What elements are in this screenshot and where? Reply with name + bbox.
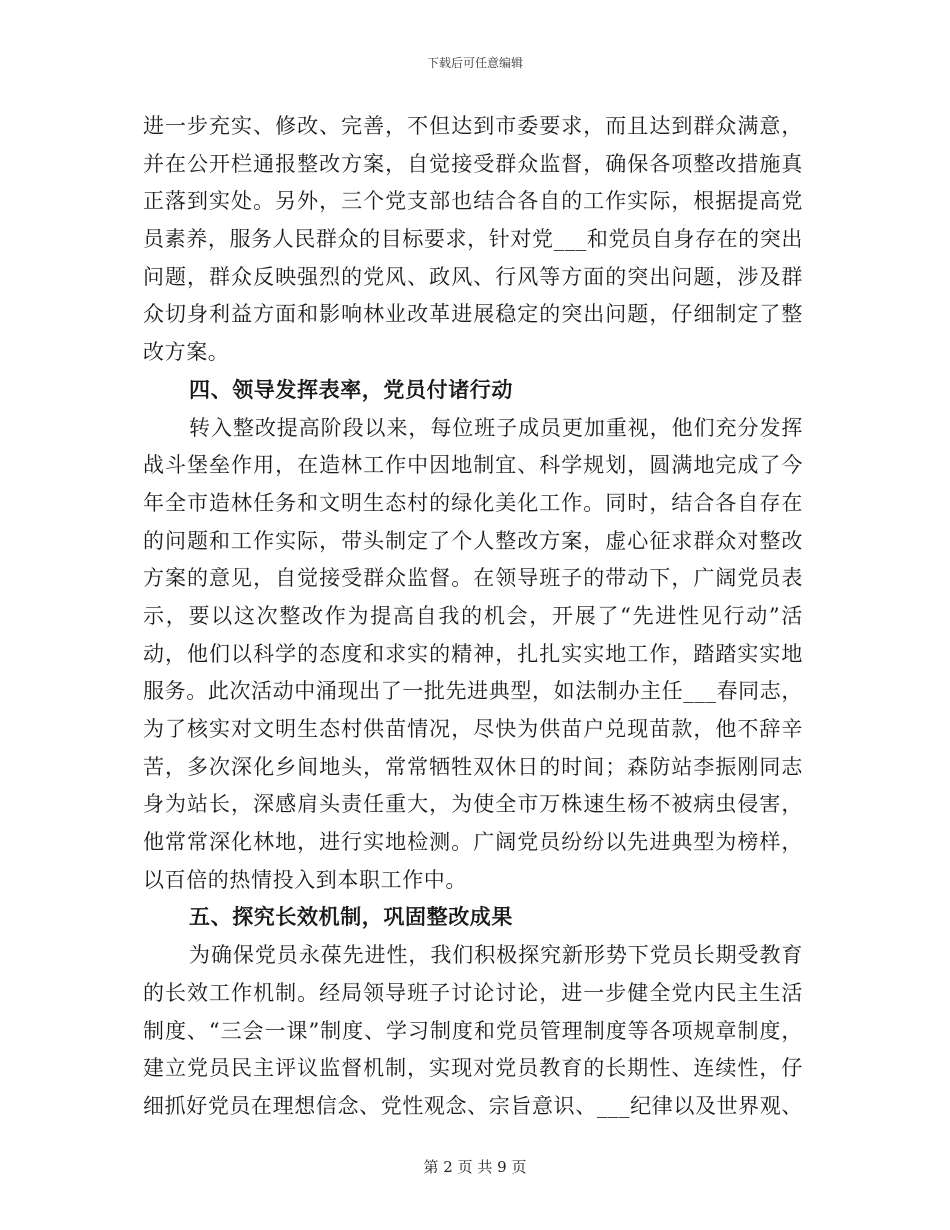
paragraph-line: 年全市造林任务和文明生态村的绿化美化工作。同时，结合各自存在	[143, 490, 803, 515]
section-heading: 五、探究长效机制，巩固整改成果	[189, 905, 513, 930]
paragraph-line: 为了核实对文明生态村供苗情况，尽快为供苗户兑现苗款，他不辞辛	[143, 717, 803, 741]
paragraph-line: 的问题和工作实际，带头制定了个人整改方案，虚心征求群众对整改	[143, 528, 803, 553]
paragraph-line: 进一步充实、修改、完善，不但达到市委要求，而且达到群众满意，	[143, 114, 803, 138]
paragraph-line: 他常常深化林地，进行实地检测。广阔党员纷纷以先进典型为榜样，	[143, 830, 803, 855]
paragraph-line: 以百倍的热情投入到本职工作中。	[143, 867, 467, 892]
paragraph-line: 员素养，服务人民群众的目标要求，针对党___和党员自身存在的突出	[143, 227, 803, 252]
paragraph-line: 方案的意见，自觉接受群众监督。在领导班子的带动下，广阔党员表	[143, 566, 803, 591]
page-header-note: 下载后可任意编辑	[426, 56, 523, 70]
paragraph-line: 的长效工作机制。经局领导班子讨论讨论，进一步健全党内民主生活	[143, 980, 803, 1005]
paragraph-line: 正落到实处。另外，三个党支部也结合各自的工作实际，根据提高党	[143, 189, 803, 214]
paragraph-line: 动，他们以科学的态度和求实的精神，扎扎实实地工作，踏踏实实地	[143, 641, 803, 666]
paragraph-line: 改方案。	[143, 340, 230, 365]
paragraph-line: 身为站长，深感肩头责任重大，为使全市万株速生杨不被病虫侵害，	[143, 792, 803, 817]
section-heading: 四、领导发挥表率，党员付诸行动	[189, 377, 513, 402]
paragraph-line: 战斗堡垒作用，在造林工作中因地制宜、科学规划，圆满地完成了今	[143, 453, 803, 478]
paragraph-line: 服务。此次活动中涌现出了一批先进典型，如法制办主任___春同志，	[143, 679, 803, 704]
paragraph-line: 并在公开栏通报整改方案，自觉接受群众监督，确保各项整改措施真	[143, 151, 803, 176]
paragraph-line: 转入整改提高阶段以来，每位班子成员更加重视，他们充分发挥	[189, 415, 803, 440]
paragraph-line: 为确保党员永葆先进性，我们积极探究新形势下党员长期受教育	[189, 943, 803, 968]
paragraph-line: 苦，多次深化乡间地头，常常牺牲双休日的时间；森防站李振刚同志	[143, 754, 803, 779]
paragraph-line: 问题，群众反映强烈的党风、政风、行风等方面的突出问题，涉及群	[143, 264, 803, 289]
paragraph-line: 建立党员民主评议监督机制，实现对党员教育的长期性、连续性，仔	[143, 1056, 803, 1081]
paragraph-line: 示，要以这次整改作为提高自我的机会，开展了“先进性见行动”活	[143, 603, 803, 628]
paragraph-line: 制度、“三会一课”制度、学习制度和党员管理制度等各项规章制度，	[143, 1018, 803, 1043]
page-number-footer: 第 2 页 共 9 页	[423, 1158, 527, 1176]
paragraph-line: 众切身利益方面和影响林业改革进展稳定的突出问题，仔细制定了整	[143, 302, 803, 327]
paragraph-line: 细抓好党员在理想信念、党性观念、宗旨意识、___纪律以及世界观、	[143, 1093, 803, 1118]
document-body	[143, 108, 803, 1126]
